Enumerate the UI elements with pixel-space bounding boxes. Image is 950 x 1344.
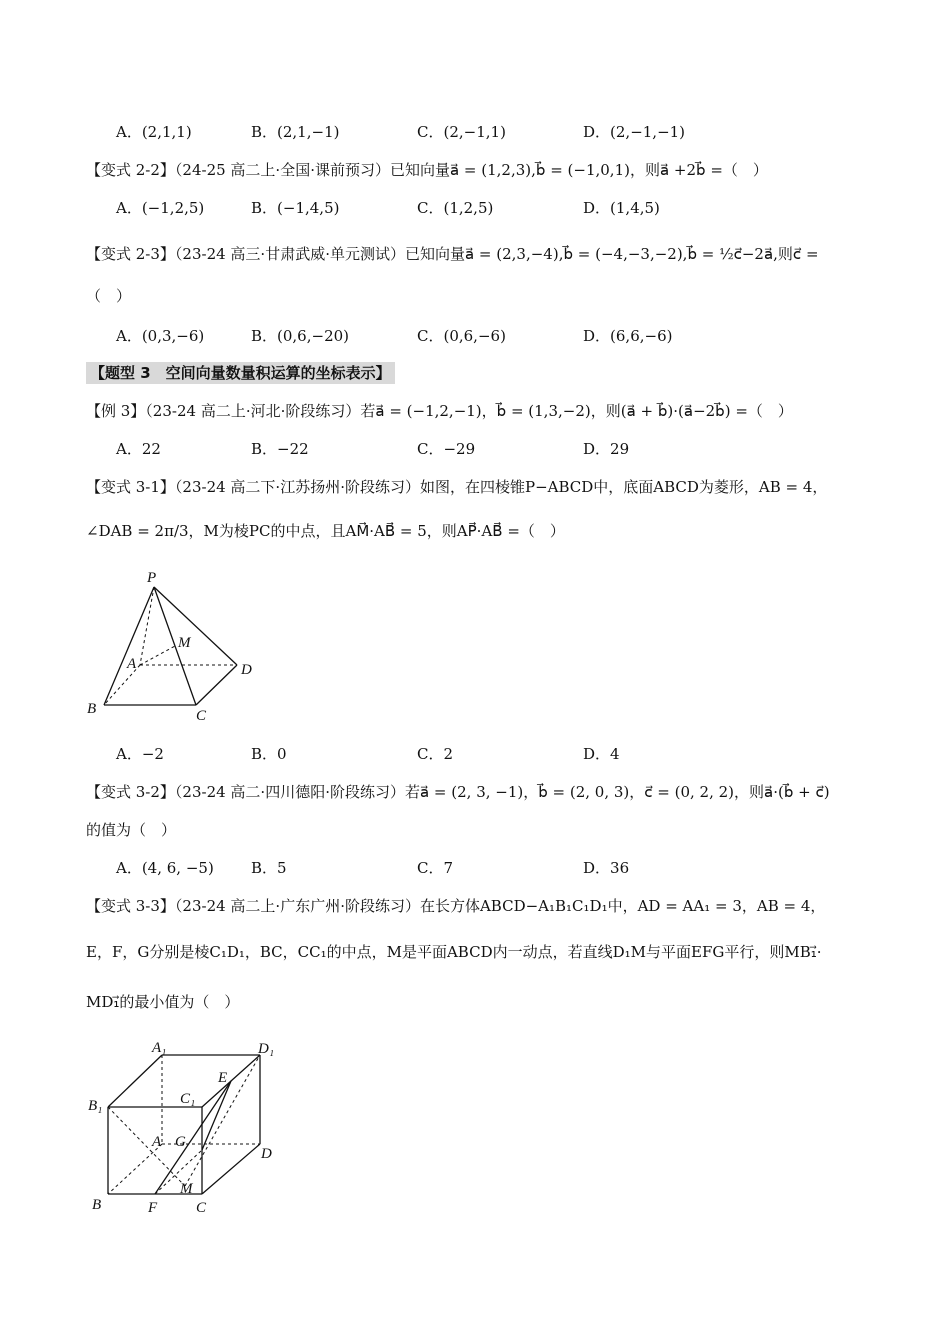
q3-3-text2: E，F，G分别是棱C₁D₁，BC，CC₁的中点，M是平面ABCD内一动点，若直线D₁M与平面EFG平行，则MB₁⃗·: [86, 943, 822, 961]
label-m: M: [180, 1181, 193, 1197]
q3-2-options: [0, 857, 950, 879]
edge-ab: [108, 1144, 162, 1194]
option-d: D．(6,6,−6): [583, 327, 673, 345]
q3-2-text2: 的值为（ ）: [86, 821, 177, 839]
option-a: A．(0,3,−6): [116, 327, 205, 345]
option-d: D．(2,−1,−1): [583, 123, 686, 141]
option-c: C．−29: [417, 440, 476, 458]
option-b: B．0: [251, 745, 287, 763]
label-g: G: [175, 1134, 186, 1150]
label-d1: D₁: [258, 1041, 275, 1057]
edge-pd: [154, 587, 237, 665]
label-m: M: [178, 635, 191, 651]
edge-am: [140, 646, 175, 665]
option-c: C．(0,6,−6): [417, 327, 506, 345]
option-a: A．−2: [116, 745, 164, 763]
q2-2-options: [0, 197, 950, 219]
edge-cd: [202, 1144, 260, 1194]
option-a: A．(2,1,1): [116, 123, 192, 141]
edge-cd: [196, 665, 237, 705]
q2-1-options: [0, 121, 950, 143]
label-c: C: [196, 708, 207, 724]
q2-3-text: 【变式 2-3】（23-24 高三·甘肃武威·单元测试）已知向量a⃗ = (2,3,−4),b⃗ = (−4,−3,−2),b⃗ = ½c⃗−2a⃗,则c⃗ =: [86, 245, 819, 263]
option-b: B．(−1,4,5): [251, 199, 340, 217]
q2-2-text: 【变式 2-2】（24-25 高二上·全国·课前预习）已知向量a⃗ = (1,2,3),b⃗ = (−1,0,1)，则a⃗ +2b⃗ =（ ）: [86, 161, 768, 179]
label-a: A: [127, 656, 137, 672]
option-d: D．(1,4,5): [583, 199, 660, 217]
q2-3-options: [0, 325, 950, 347]
edge-pb: [104, 587, 154, 705]
label-b1: B₁: [88, 1098, 103, 1114]
option-a: A．22: [116, 440, 161, 458]
q3-2-text: 【变式 3-2】（23-24 高二·四川德阳·阶段练习）若a⃗ = (2, 3, −1)，b⃗ = (2, 0, 3)，c⃗ = (0, 2, 2)，则a⃗·(b⃗ + c⃗): [86, 783, 830, 801]
q3-1-text2: ∠DAB = 2π/3，M为棱PC的中点，且AM⃗·AB⃗ = 5，则AP⃗·AB⃗ =（ ）: [86, 522, 565, 540]
label-b: B: [92, 1197, 102, 1213]
q3-3-text: 【变式 3-3】（23-24 高二上·广东广州·阶段练习）在长方体ABCD−A₁B₁C₁D₁中，AD = AA₁ = 3，AB = 4，: [86, 897, 826, 915]
label-c: C: [196, 1200, 207, 1216]
option-a: A．(4, 6, −5): [116, 859, 214, 877]
segment-b1m: [108, 1107, 185, 1186]
label-f: F: [148, 1200, 158, 1216]
pyramid-figure: [80, 565, 270, 725]
q3-1-options: [0, 743, 950, 765]
label-e: E: [218, 1070, 228, 1086]
option-d: D．29: [583, 440, 630, 458]
label-c1: C₁: [180, 1091, 196, 1107]
label-p: P: [147, 570, 157, 586]
option-b: B．−22: [251, 440, 309, 458]
segment-fg: [155, 1150, 202, 1194]
option-d: D．4: [583, 745, 620, 763]
section-heading: 【题型 3 空间向量数量积运算的坐标表示】: [86, 362, 395, 384]
label-b: B: [87, 701, 97, 717]
q3-1-text: 【变式 3-1】（23-24 高二下·江苏扬州·阶段练习）如图，在四棱锥P−ABCD中，底面ABCD为菱形，AB = 4，: [86, 478, 828, 496]
option-c: C．7: [417, 859, 454, 877]
option-b: B．5: [251, 859, 287, 877]
option-b: B．(2,1,−1): [251, 123, 340, 141]
option-a: A．(−1,2,5): [116, 199, 205, 217]
option-b: B．(0,6,−20): [251, 327, 350, 345]
option-c: C．(2,−1,1): [417, 123, 506, 141]
option-c: C．(1,2,5): [417, 199, 494, 217]
label-a: A: [152, 1134, 162, 1150]
label-a1: A₁: [152, 1040, 167, 1056]
q2-3-text2: （ ）: [86, 287, 132, 305]
ex3-text: 【例 3】（23-24 高二上·河北·阶段练习）若a⃗ = (−1,2,−1)，b⃗ = (1,3,−2)，则(a⃗ + b⃗)·(a⃗−2b⃗) =（ ）: [86, 402, 793, 420]
q3-3-text3: MD₁⃗的最小值为（ ）: [86, 993, 240, 1011]
label-d: D: [241, 662, 252, 678]
option-d: D．36: [583, 859, 630, 877]
edge-b1a1: [108, 1055, 162, 1107]
cuboid-figure: [80, 1038, 290, 1218]
ex3-options: [0, 438, 950, 460]
label-d: D: [261, 1146, 272, 1162]
edge-pa: [140, 587, 154, 665]
option-c: C．2: [417, 745, 454, 763]
segment-ge: [202, 1081, 231, 1150]
